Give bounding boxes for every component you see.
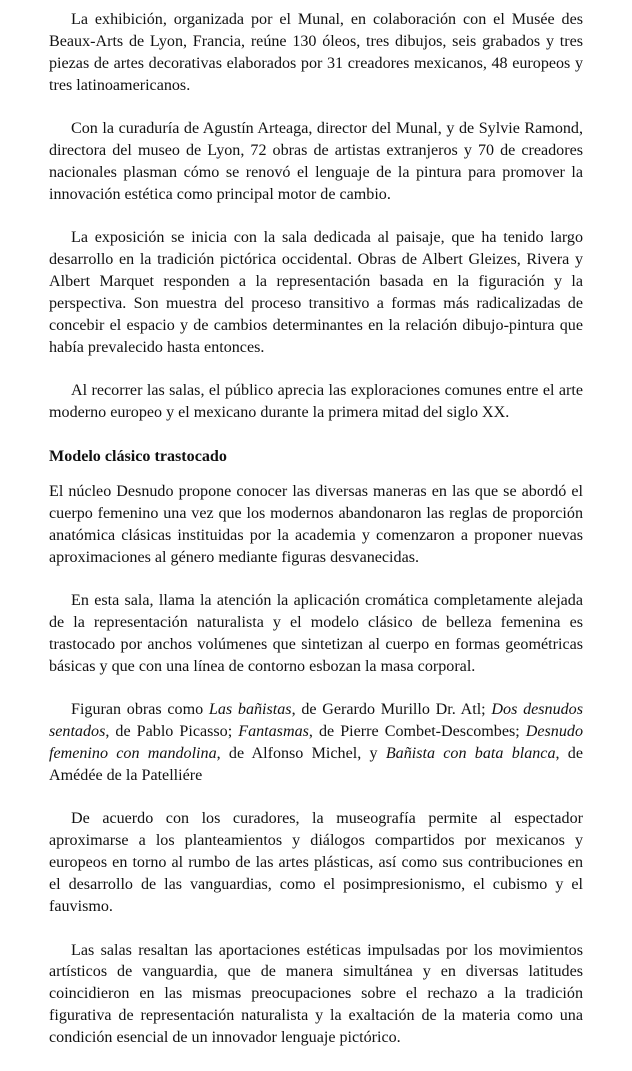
document-page <box>49 9 583 1071</box>
paragraph-text: Al recorrer las salas, el público aprecia las exploraciones comunes entre el arte moderno europeo y el mexicano durante la primera mitad del siglo XX. <box>49 382 583 422</box>
paragraph-avant-garde <box>49 940 583 1050</box>
artwork-title: Las bañistas <box>208 701 292 719</box>
artwork-title: Dos desnudos sentados <box>49 701 583 741</box>
paragraph-curators <box>49 118 583 206</box>
paragraph-featured-works <box>49 699 583 787</box>
paragraph-text: La exposición se inicia con la sala dedicada al paisaje, que ha tenido largo desarrollo en la tradición pictórica occidental. Obras de Albert Gleizes, Rivera y Albert Marquet responden a la representación basada en la figuración y la perspectiva. Son muestra del proceso transitivo a formas más radicalizadas de concebir el espacio y de cambios determinantes en la relación dibujo-pintura que había prevalecido hasta entonces. <box>49 229 583 356</box>
artwork-title: Desnudo femenino con mandolina <box>49 723 583 763</box>
paragraph-landscape-room <box>49 227 583 358</box>
section-heading: Modelo clásico trastocado <box>49 447 227 465</box>
paragraph-nude-nucleus <box>49 481 583 569</box>
paragraph-text: La exhibición, organizada por el Munal, en colaboración con el Musée des Beaux-Arts de Lyon, Francia, reúne 130 óleos, tres dibujos, seis grabados y tres piezas de artes decorativas elaborados por 31 creadores mexicanos, 48 europeos y tres latinoamericanos. <box>49 11 583 94</box>
paragraph-text: De acuerdo con los curadores, la museografía permite al espectador aproximarse a los planteamientos y diálogos compartidos por mexicanos y europeos en torno al rumbo de las artes plásticas, así como sus contribuciones en el desarrollo de las vanguardias, como el posimpresionismo, el cubismo y el fauvismo. <box>49 810 583 916</box>
paragraph-text: Las salas resaltan las aportaciones estéticas impulsadas por los movimientos artísticos de vanguardia, que de manera simultánea y en diversas latitudes coincidieron en las mismas preocupaciones sobre el rechazo a la tradición figurativa de representación naturalista y la exaltación de la materia como una condición esencial de un innovador lenguaje pictórico. <box>49 941 583 1047</box>
text-segment: , de Pablo Picasso; <box>105 723 239 741</box>
paragraph-text: El núcleo Desnudo propone conocer las diversas maneras en las que se abordó el cuerpo femenino una vez que los modernos abandonaron las reglas de proporción anatómica clásicas instituidas por la academia y comenzaron a proponer nuevas aproximaciones al género mediante figuras desvanecidas. <box>49 482 583 566</box>
paragraph-text: En esta sala, llama la atención la aplicación cromática completamente alejada de la representación naturalista y el modelo clásico de belleza femenina es trastocado por anchos volúmenes que sintetizan al cuerpo en formas geométricas básicas y que con una línea de contorno esbozan la masa corporal. <box>49 592 583 675</box>
artwork-title: Bañista con bata blanca <box>385 745 556 763</box>
text-segment: , de Amédée de la Patelliére <box>49 745 583 784</box>
text-segment: , de Alfonso Michel, y <box>216 745 386 763</box>
paragraph-text: Con la curaduría de Agustín Arteaga, director del Munal, y de Sylvie Ramond, directora del museo de Lyon, 72 obras de artistas extranjeros y 70 de creadores nacionales plasman cómo se renovó el lenguaje de la pintura para promover la innovación estética como principal motor de cambio. <box>49 120 583 203</box>
paragraph-museography <box>49 808 583 918</box>
paragraph-exhibition-intro <box>49 9 583 97</box>
artwork-title: Fantasmas <box>238 723 309 741</box>
paragraph-chromatic <box>49 590 583 678</box>
text-segment: , de Gerardo Murillo Dr. Atl; <box>291 701 492 719</box>
text-segment: , de Pierre Combet-Descombes; <box>308 723 526 741</box>
text-segment: Figuran obras como <box>71 701 209 719</box>
paragraph-explorations <box>49 380 583 424</box>
